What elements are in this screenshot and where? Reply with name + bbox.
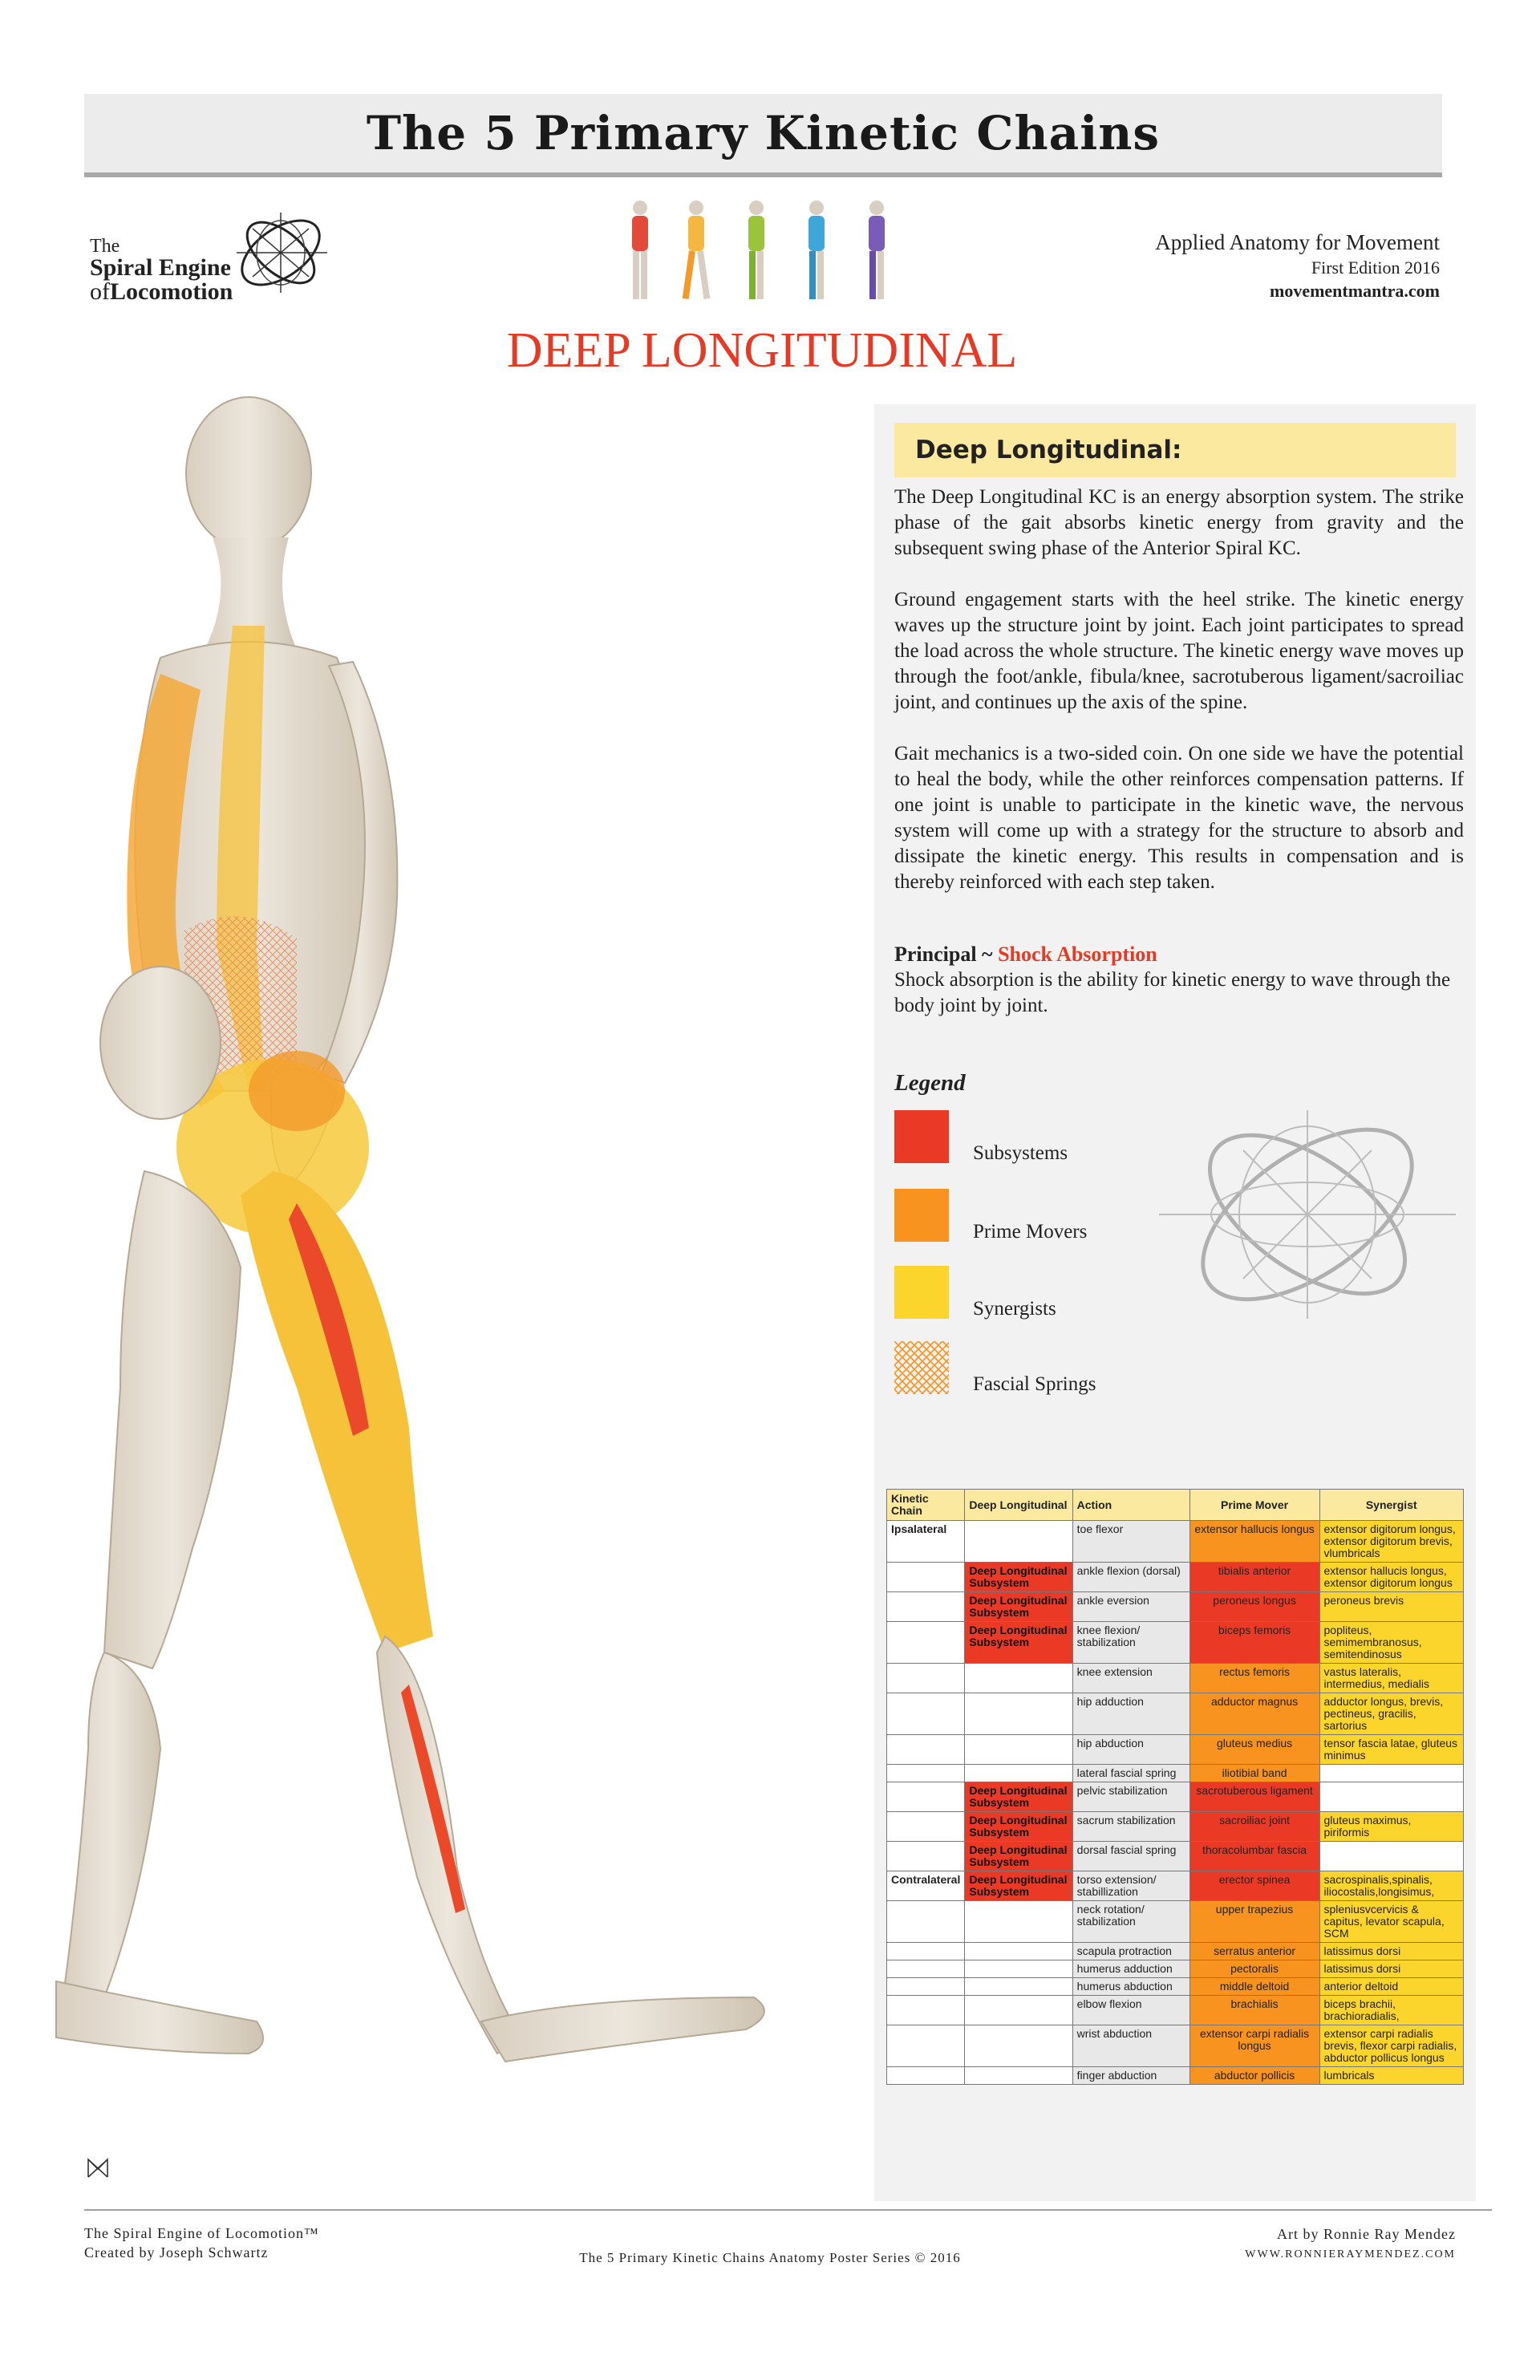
cell-subsystem [965, 1735, 1072, 1765]
cell-kinetic-chain [887, 1563, 965, 1592]
cell-subsystem [965, 1693, 1072, 1735]
table-row [887, 1521, 1464, 1563]
cell-kinetic-chain [887, 1943, 965, 1960]
cell-prime-mover: pectoralis [1189, 1960, 1319, 1978]
table-header-row [887, 1490, 1464, 1521]
figure-superficial-front [632, 201, 648, 299]
cell-action: lateral fascial spring [1072, 1765, 1189, 1782]
cell-action: hip abduction [1072, 1735, 1189, 1765]
cell-synergist: spleniusvcervicis & capitus, levator scapula, SCM [1319, 1901, 1463, 1943]
cell-synergist: latissimus dorsi [1319, 1960, 1463, 1978]
cell-kinetic-chain [887, 1901, 965, 1943]
cell-subsystem: Deep Longitudinal Subsystem [965, 1563, 1072, 1592]
front-foot [56, 1981, 263, 2054]
legend-swatch-mesh [894, 1341, 949, 1394]
cell-prime-mover: thoracolumbar fascia [1189, 1842, 1319, 1871]
cell-synergist: vastus lateralis, intermedius, medialis [1319, 1664, 1463, 1693]
principal-text: Shock absorption is the ability for kinetic energy to wave through the body joint by joint. [894, 969, 1451, 1016]
cell-action: finger abduction [1072, 2067, 1189, 2085]
cell-prime-mover: sacrotuberous ligament [1189, 1782, 1319, 1812]
cell-prime-mover: extensor carpi radialis longus [1189, 2025, 1319, 2067]
cell-kinetic-chain [887, 1693, 965, 1735]
table-row [887, 1693, 1464, 1735]
footer-right [1245, 2224, 1456, 2265]
table-row [887, 1842, 1464, 1871]
cell-action: knee extension [1072, 1664, 1189, 1693]
cell-synergist: tensor fascia latae, gluteus minimus [1319, 1735, 1463, 1765]
artist-monogram-icon [87, 2158, 109, 2179]
gluteus-medius [249, 1051, 345, 1131]
five-chain-figures [616, 197, 921, 309]
cell-synergist: gluteus maximus, piriformis [1319, 1812, 1463, 1842]
cell-synergist [1319, 1782, 1463, 1812]
description-paragraph-2: Ground engagement starts with the heel strike. The kinetic energy waves up the structure joint by joint. Each joint participates to spread the load across the whole structure. The kinetic energy wave moves up through the foot/ankle, fibula/knee, sacrotuberous ligament/sacroiliac joint, and continues up the axis of the spine. [894, 589, 1464, 713]
legend [894, 1070, 1096, 1395]
publication-line-1: Applied Anatomy for Movement [1155, 230, 1440, 254]
cell-synergist: lumbricals [1319, 2067, 1463, 2085]
cell-action: ankle eversion [1072, 1592, 1189, 1622]
figure-spiral [808, 201, 825, 299]
legend-label: Subsystems [973, 1142, 1068, 1164]
cell-subsystem: Deep Longitudinal Subsystem [965, 1622, 1072, 1664]
principal-heading [894, 942, 1464, 967]
cell-synergist [1319, 1765, 1463, 1782]
cell-prime-mover: erector spinea [1189, 1871, 1319, 1901]
logo-line-3 [90, 280, 233, 304]
table-row [887, 1996, 1464, 2025]
cell-kinetic-chain [887, 2067, 965, 2085]
cell-kinetic-chain [887, 1765, 965, 1782]
cell-prime-mover: upper trapezius [1189, 1901, 1319, 1943]
header-synergist: Synergist [1319, 1490, 1463, 1521]
cell-synergist [1319, 1842, 1463, 1871]
cell-action: humerus adduction [1072, 1960, 1189, 1978]
cell-synergist: extensor hallucis longus, extensor digitorum longus [1319, 1563, 1463, 1592]
legend-swatch-orange [894, 1189, 949, 1242]
cell-action: wrist abduction [1072, 2025, 1189, 2067]
publication-info [1155, 229, 1440, 302]
table-row [887, 1563, 1464, 1592]
header-prime-mover: Prime Mover [1189, 1490, 1319, 1521]
cell-action: ankle flexion (dorsal) [1072, 1563, 1189, 1592]
cell-subsystem [965, 1960, 1072, 1978]
legend-title: Legend [894, 1070, 966, 1096]
cell-prime-mover: middle deltoid [1189, 1978, 1319, 1996]
footer-center: The 5 Primary Kinetic Chains Anatomy Poster Series © 2016 [579, 2250, 961, 2265]
footer-left-line-1: The Spiral Engine of Locomotion™ [84, 2225, 319, 2241]
cell-prime-mover: iliotibial band [1189, 1765, 1319, 1782]
table-row [887, 2025, 1464, 2067]
table-row [887, 1871, 1464, 1901]
table-row [887, 1812, 1464, 1842]
cell-subsystem: Deep Longitudinal Subsystem [965, 1842, 1072, 1871]
cell-kinetic-chain [887, 1960, 965, 1978]
principal-value: Shock Absorption [998, 943, 1157, 966]
table-row [887, 1664, 1464, 1693]
logo-line-2: Spiral Engine [90, 254, 231, 281]
table-row [887, 1592, 1464, 1622]
table-row [887, 1782, 1464, 1812]
cell-action: dorsal fascial spring [1072, 1842, 1189, 1871]
legend-swatch-yellow [894, 1266, 949, 1319]
cell-kinetic-chain: Contralateral [887, 1871, 965, 1901]
cell-subsystem: Deep Longitudinal Subsystem [965, 1871, 1072, 1901]
cell-synergist: adductor longus, brevis, pectineus, gracilis, sartorius [1319, 1693, 1463, 1735]
legend-label: Fascial Springs [973, 1373, 1096, 1395]
legend-label: Synergists [973, 1298, 1056, 1320]
cell-kinetic-chain [887, 1782, 965, 1812]
cell-prime-mover: adductor magnus [1189, 1693, 1319, 1735]
cell-prime-mover: brachialis [1189, 1996, 1319, 2025]
rear-thigh [241, 1171, 433, 1652]
header-action: Action [1072, 1490, 1189, 1521]
cell-synergist: latissimus dorsi [1319, 1943, 1463, 1960]
cell-prime-mover: serratus anterior [1189, 1943, 1319, 1960]
gyroscope-icon [233, 189, 337, 317]
belly [100, 967, 221, 1119]
cell-prime-mover: peroneus longus [1189, 1592, 1319, 1622]
header-kinetic-chain: Kinetic Chain [887, 1490, 965, 1521]
footer-right-line-1: Art by Ronnie Ray Mendez [1277, 2226, 1456, 2242]
footer-divider [84, 2209, 1492, 2211]
cell-prime-mover: extensor hallucis longus [1189, 1521, 1319, 1563]
cell-action: elbow flexion [1072, 1996, 1189, 2025]
cell-subsystem [965, 1943, 1072, 1960]
cell-kinetic-chain [887, 1842, 965, 1871]
table-row [887, 1622, 1464, 1664]
cell-subsystem [965, 1521, 1072, 1563]
figure-lateral [748, 201, 764, 299]
cell-kinetic-chain [887, 1978, 965, 1996]
cell-action: torso extension/ stabillization [1072, 1871, 1189, 1901]
cell-action: knee flexion/ stabilization [1072, 1622, 1189, 1664]
table-row [887, 1943, 1464, 1960]
cell-kinetic-chain [887, 1592, 965, 1622]
figure-deep-longitudinal [683, 201, 711, 299]
logo-line-3-prefix: of [90, 278, 110, 305]
logo-text [90, 237, 233, 304]
cell-synergist: popliteus, semimembranosus, semitendinosus [1319, 1622, 1463, 1664]
principal-label: Principal ~ [894, 943, 993, 966]
cell-action: toe flexor [1072, 1521, 1189, 1563]
spiral-engine-icon [1155, 1062, 1460, 1367]
anatomy-illustration [32, 385, 882, 2166]
kinetic-chain-table [886, 1489, 1464, 2085]
rear-foot [481, 1997, 764, 2062]
title-bar [84, 94, 1442, 177]
cell-prime-mover: gluteus medius [1189, 1735, 1319, 1765]
cell-kinetic-chain [887, 1622, 965, 1664]
cell-subsystem [965, 1901, 1072, 1943]
cell-synergist: biceps brachii, brachioradialis, [1319, 1996, 1463, 2025]
cell-subsystem [965, 2067, 1072, 2085]
chain-title: DEEP LONGITUDINAL [506, 323, 1018, 378]
cell-prime-mover: rectus femoris [1189, 1664, 1319, 1693]
skull [186, 397, 311, 549]
cell-prime-mover: biceps femoris [1189, 1622, 1319, 1664]
table-row [887, 1901, 1464, 1943]
cell-action: humerus abduction [1072, 1978, 1189, 1996]
description-paragraph-1: The Deep Longitudinal KC is an energy absorption system. The strike phase of the gait absorbs kinetic energy from gravity and the subsequent swing phase of the Anterior Spiral KC. [894, 486, 1464, 559]
description [894, 485, 1464, 921]
cell-prime-mover: tibialis anterior [1189, 1563, 1319, 1592]
cell-action: pelvic stabilization [1072, 1782, 1189, 1812]
cell-subsystem [965, 1765, 1072, 1782]
logo-line-3-main: Locomotion [110, 278, 233, 305]
cell-action: sacrum stabilization [1072, 1812, 1189, 1842]
table-row [887, 1735, 1464, 1765]
cell-kinetic-chain [887, 1735, 965, 1765]
publication-line-2: First Edition 2016 [1311, 257, 1440, 278]
cell-synergist: anterior deltoid [1319, 1978, 1463, 1996]
cell-kinetic-chain: Ipsalateral [887, 1521, 965, 1563]
cell-subsystem: Deep Longitudinal Subsystem [965, 1782, 1072, 1812]
front-shin [64, 1652, 160, 1997]
cell-prime-mover: abductor pollicis [1189, 2067, 1319, 2085]
principal-section [894, 942, 1464, 1019]
logo-line-1: The [90, 236, 120, 257]
cell-subsystem [965, 1664, 1072, 1693]
cell-synergist: sacrospinalis,spinalis, iliocostalis,longisimus, [1319, 1871, 1463, 1901]
cell-synergist: peroneus brevis [1319, 1592, 1463, 1622]
panel-heading: Deep Longitudinal: [894, 423, 1456, 477]
spiral-engine-logo [80, 189, 337, 317]
legend-swatch-red [894, 1110, 949, 1163]
table-row [887, 2067, 1464, 2085]
cell-kinetic-chain [887, 1664, 965, 1693]
table-row [887, 1765, 1464, 1782]
cell-action: neck rotation/ stabilization [1072, 1901, 1189, 1943]
header-deep-longitudinal: Deep Longitudinal [965, 1490, 1072, 1521]
cell-subsystem [965, 2025, 1072, 2067]
cell-kinetic-chain [887, 1812, 965, 1842]
info-panel [874, 404, 1476, 2201]
poster-title: The 5 Primary Kinetic Chains [366, 106, 1161, 160]
cell-kinetic-chain [887, 1996, 965, 2025]
footer-right-line-2: WWW.RONNIERAYMENDEZ.COM [1245, 2248, 1456, 2260]
cell-subsystem [965, 1978, 1072, 1996]
cell-action: hip adduction [1072, 1693, 1189, 1735]
cell-subsystem: Deep Longitudinal Subsystem [965, 1592, 1072, 1622]
cell-synergist: extensor carpi radialis brevis, flexor carpi radialis, abductor pollicus longus [1319, 2025, 1463, 2067]
cell-subsystem: Deep Longitudinal Subsystem [965, 1812, 1072, 1842]
cell-kinetic-chain [887, 2025, 965, 2067]
table-row [887, 1960, 1464, 1978]
description-paragraph-3: Gait mechanics is a two-sided coin. On one side we have the potential to heal the body, while the other reinforces compensation patterns. If one joint is unable to participate in the kinetic wave, the nervous system will come up with a strategy for the structure to absorb and dissipate the kinetic energy. This results in compensation and is thereby reinforced with each step taken. [894, 743, 1464, 893]
front-thigh [104, 1171, 241, 1668]
cell-action: scapula protraction [1072, 1943, 1189, 1960]
table-row [887, 1978, 1464, 1996]
cell-prime-mover: sacroiliac joint [1189, 1812, 1319, 1842]
footer-left-line-2: Created by Joseph Schwartz [84, 2244, 269, 2260]
cell-subsystem [965, 1996, 1072, 2025]
figure-posterior [869, 201, 885, 299]
publication-website: movementmantra.com [1270, 280, 1440, 301]
cell-synergist: extensor digitorum longus, extensor digitorum brevis, vlumbricals [1319, 1521, 1463, 1563]
legend-label: Prime Movers [973, 1221, 1088, 1243]
